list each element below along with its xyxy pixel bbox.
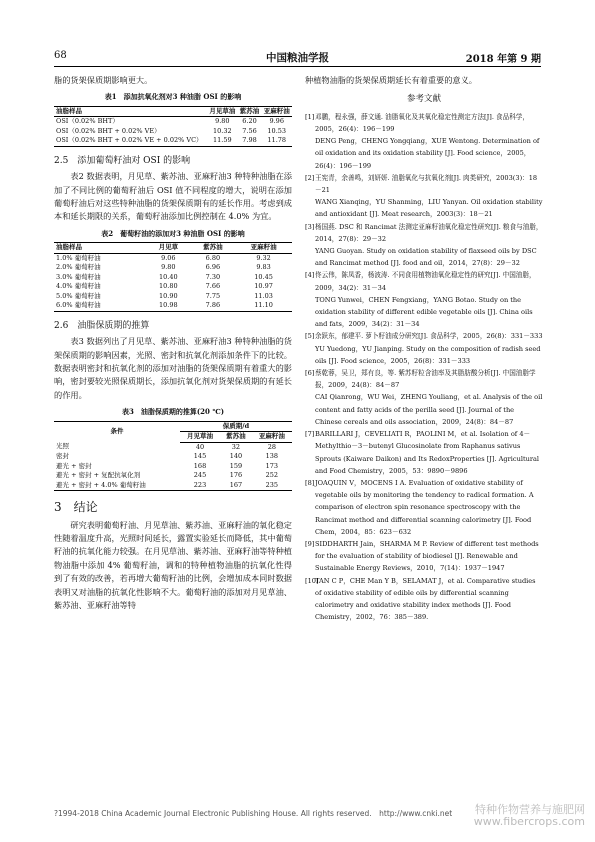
table-cell: 7.66 [205,282,221,291]
table-row [54,253,292,263]
table-cell: 167 [229,480,243,489]
journal-title: 中国粮油学报 [266,52,329,64]
conclusion-text: 研究表明葡萄籽油、月见草油、紫苏油、亚麻籽油的氧化稳定性随着温度升高，光照时间延长，露置实验延长而降低，其中葡萄籽油的抗氧化能力较强。在月见草油、紫苏油、亚麻籽油等特种植物油脂中添加 4% 葡萄籽油，调和的特种植物油脂的抗氧化性得到了有效的改善，若再增大葡萄籽油的比例，会增加成本同时数据表明又对油脂的抗氧化性影响不大。葡萄籽油的添加对月见草油、紫苏油、亚麻籽油等特 [54,519,292,610]
reference-number: [7] [305,430,315,439]
reference-item [305,575,543,624]
reference-item [305,135,543,172]
reference-list [305,111,543,624]
table-cell: OSI（0.02% BHT） [56,117,119,126]
reference-item [305,111,543,135]
table-cell: 6.80 [205,253,221,262]
table1-col-header: 亚麻籽油 [261,106,292,117]
table2-col-header: 亚麻籽油 [235,243,292,254]
reference-text: DENG Peng，CHENG Yongqiang，XUE Wentong. Determination of oil oxidation and its oxidation stability [J]. Food science，2005，26(4)：196－199 [315,137,540,170]
reference-number: [9] [305,539,315,548]
table-cell: 168 [193,461,207,470]
reference-text: CAI Qianrong，WU Wei，ZHENG Youliang，et al. Analysis of the oil content and fatty acids of the perilla seed [J]. Journal of the Chinese cereals and oils association，2009，24(8)：84－87 [315,393,543,426]
reference-text: JOAQUIN V，MOCENS I A. Evaluation of oxidative stability of vegetable oils by monitoring the tendency to radical formation. A comparison of electron spin resonance spectroscopy with the Rancimat method and differential scanning calorimetry [J]. Food Chem，2004，85：623－632 [315,478,534,536]
table-cell: 光照 [56,442,69,451]
watermark [474,804,585,828]
table-row [54,273,292,283]
section-2-5-title: 2.5 添加葡萄籽油对 OSI 的影响 [54,155,191,166]
table-cell: 10.97 [254,282,273,291]
page-number: 68 [54,50,67,61]
reference-text: YANG Guoyan. Study on oxidation stability of flaxseed oils by DSC and Rancimat method [J]. food and oil，2014，27(8)：29－32 [315,247,537,268]
reference-text: 王宪青，余善鸣，刘妍妍. 油脂氧化与抗氧化剂[J]. 肉类研究，2003(3)：18－21 [315,173,538,195]
header-rule [54,66,541,67]
table-cell: 11.59 [213,136,232,145]
reference-text: 佟云伟，陈凤香，杨波涛. 不同食用植物油氧化稳定性的研究[J]. 中国油脂，2009，34(2)：31－34 [315,271,536,292]
table-cell: 28 [267,442,276,451]
table-row [54,471,292,481]
reference-item [305,477,543,538]
reference-text: YU Yuedong，YU Jianping. Study on the composition of radish seed oils [J]. Food science，2005，26(8)：331－333 [315,344,541,365]
table-cell: 32 [231,442,241,451]
table-cell: 10.32 [213,126,232,135]
table2-col-header: 油脂样品 [54,243,146,254]
reference-item [305,538,543,575]
table3-cond-header: 条件 [110,427,124,436]
table2-col-header: 紫苏油 [191,243,236,254]
table-cell: 11.10 [254,301,273,310]
reference-item [305,269,543,293]
table1-col-header: 紫苏油 [238,106,262,117]
conclusion-continued: 种植物油脂的货架保质期延长有着重要的意义。 [305,75,477,85]
table-cell: 3.0% 葡萄籽油 [56,272,101,281]
copyright-footer: ?1994-2018 China Academic Journal Electronic Publishing House. All rights reserved. http://www.cnki.net [54,809,453,818]
table-cell: 245 [193,471,207,480]
reference-number: [4] [305,271,315,280]
table-row [54,117,292,127]
reference-text: TONG Yunwei，CHEN Fengxiang，YANG Botao. Study on the oxidation stability of different edible vegetable oils [J]. China oils and fats，2009，34(2)：31－34 [315,295,533,329]
table-cell: 9.06 [161,253,176,262]
section-2-6-text: 表3 数据列出了月见草、紫苏油、亚麻籽油3 种特种油脂的货架保质期的影响因素，光照、密封和抗氧化剂添加条件下的比较。数据表明密封和抗氧化剂的添加对油脂的货架保质期有着重大的影响，密封要较光照保质期长，添加抗氧化剂对货架保质期的有延长的作用。 [54,336,292,400]
table-cell: 9.32 [256,253,271,262]
table-cell: 10.90 [159,291,178,300]
table-cell: OSI（0.02% BHT + 0.02% VE + 0.02% VC） [56,136,203,145]
table-cell: OSI（0.02% BHT + 0.02% VE） [56,126,161,135]
reference-text: SIDDHARTH Jain，SHARMA M P. Review of different test methods for the evaluation of stability of biodiesel [J]. Renewable and Sustainable Energy Reviews，2010，7(14)：1937－1947 [315,539,539,573]
table-cell: 10.53 [267,126,287,135]
table-cell: 7.30 [205,272,221,281]
right-column [305,74,543,623]
table-row [54,136,292,146]
reference-text: 蔡乾蓉，吴卫，郑有良，等. 紫苏籽粒含油率及其脂肪酸分析[J]. 中国油脂学报，2009，24(8)：84－87 [315,369,536,390]
table-row [54,452,292,462]
table-cell: 40 [195,442,205,451]
reference-item [305,343,543,367]
table-cell: 252 [265,471,279,480]
table-cell: 10.45 [254,272,273,281]
reference-number: [2] [305,173,315,182]
table-cell: 235 [265,480,279,489]
table-cell: 5.0% 葡萄籽油 [56,291,101,300]
table-cell: 10.80 [159,282,178,291]
table-cell: 避光 + 密封 + 4.0% 葡萄籽油 [56,480,146,489]
table-cell: 10.40 [159,272,178,281]
reference-item [305,221,543,245]
table-cell: 7.56 [242,126,257,135]
reference-item [305,330,543,342]
reference-item [305,367,543,391]
reference-number: [1] [305,112,315,121]
table-cell: 6.96 [205,263,221,272]
table-cell: 2.0% 葡萄籽油 [56,263,101,272]
reference-number: [6] [305,369,315,378]
table-cell: 10.98 [159,301,178,310]
paragraph-continued: 脂的货架保质期影响更大。 [54,75,153,85]
table3-caption: 表3 油脂保质期的推算(20 ℃) [121,407,225,417]
reference-number: [10] [305,576,319,585]
reference-text: 邓鹏，程永强，薛文通. 油脂氧化及其氧化稳定性测定方法[J]. 食品科学，2005，26(4)：196－199 [315,112,529,134]
reference-item [305,245,543,269]
table2-caption: 表2 葡萄籽油的添加对3 种油脂 OSI 的影响 [101,228,245,238]
table-cell: 4.0% 葡萄籽油 [56,282,101,291]
table-cell: 145 [193,452,207,461]
table-row [54,292,292,302]
table1-col-header: 月见草油 [207,106,238,117]
watermark-line1: 特种作物营养与施肥网 [475,803,585,816]
reference-text: TAN C P，CHE Man Y B，SELAMAT J，et al. Comparative studies of oxidative stability of edible oils by differential scanning calorimetry and oxidative stability index methods [J]. Food Chemistry，2002，76：385－389. [315,576,536,622]
reference-number: [3] [305,222,315,231]
table1 [54,106,292,147]
table-cell: 176 [229,471,243,480]
table-cell: 223 [193,480,207,489]
running-header [54,50,541,64]
table-row [54,301,292,311]
table-cell: 6.0% 葡萄籽油 [56,301,101,310]
table3-col-header: 月见草油 [180,432,220,443]
table3-col-header: 紫苏油 [220,432,252,443]
reference-text: BARILLARI J，CEVELIATI R，PAOLINI M，et al. Isolation of 4－Methylthio－3－butenyl Glucosinolate from Raphanus sativus Sprouts (Kaiware Daikon) and Its RedoxProperties [J]. Agricultural and Food Chemistry，2005，53：9890－9896 [315,430,540,475]
section-2-6-title: 2.6 油脂保质期的推算 [54,320,150,331]
table-row [54,442,292,452]
reference-item [305,391,543,428]
table-cell: 避光 + 密封 [56,461,92,470]
table-cell: 159 [229,461,243,470]
table-cell: 9.80 [161,263,176,272]
table-cell: 11.03 [254,291,273,300]
table2 [54,242,292,312]
issue-label: 2018 年第 9 期 [465,54,541,65]
table-cell: 11.78 [267,136,287,145]
table-cell: 7.98 [242,136,257,145]
table-cell: 密封 [56,452,69,461]
table3 [54,421,292,492]
table-cell: 138 [265,452,279,461]
table1-caption: 表1 添加抗氧化剂对3 种油脂 OSI 的影响 [104,92,242,102]
table2-col-header: 月见草 [146,243,191,254]
reference-text: 余跃东，郁建平. 萝卜籽油成分研究[J]. 食品科学，2005，26(8)：331－333 [315,332,543,341]
reference-item [305,294,543,331]
watermark-line2: www.fibercrops.com [473,815,585,828]
table-row [54,282,292,292]
table-row [54,462,292,472]
table-cell: 7.75 [205,291,221,300]
table-cell: 173 [265,461,279,470]
reference-number: [5] [305,332,315,341]
table-cell: 9.96 [269,117,284,126]
section-2-5-text: 表2 数据表明，月见草、紫苏油、亚麻籽油3 种特种油脂在添加了不同比例的葡萄籽油后 OSI 值不同程度的增大，说明在添加葡萄籽油后对这些特种油脂的货架保质期有的延长作用。考虑到成本和延长期限的关系，葡萄籽油添加比例控制在 4.0% 为宜。 [54,171,292,222]
table-cell: 1.0% 葡萄籽油 [56,253,101,262]
table-cell: 140 [229,452,243,461]
reference-item [305,428,543,477]
table-cell: 9.80 [215,117,230,126]
table3-group-header: 保质期/d [180,421,292,432]
table-row [54,263,292,273]
table-cell: 7.86 [205,301,221,310]
table-cell: 避光 + 密封 + 复配抗氧化剂 [56,471,141,480]
left-column [54,74,292,612]
reference-item [305,196,543,220]
reference-text: WANG Xianqing，YU Shanming，LIU Yanyan. Oil oxidation stability and antioxidant [J]. Meat research，2003(3)：18－21 [315,198,543,219]
reference-item [305,172,543,196]
table3-col-header: 亚麻籽油 [252,432,292,443]
reference-number: [8] [305,478,315,487]
references-title: 参考文献 [406,94,441,105]
section-3-title: 3 结论 [54,500,98,515]
table-cell: 6.20 [242,117,257,126]
reference-text: 杨国燕. DSC 和 Rancimat 法测定亚麻籽油氧化稳定性研究[J]. 粮食与油脂，2014，27(8)：29－32 [315,222,543,243]
table1-col-header: 油脂样品 [54,106,207,117]
table-row [54,127,292,137]
table-row [54,481,292,491]
table-cell: 9.83 [256,263,271,272]
